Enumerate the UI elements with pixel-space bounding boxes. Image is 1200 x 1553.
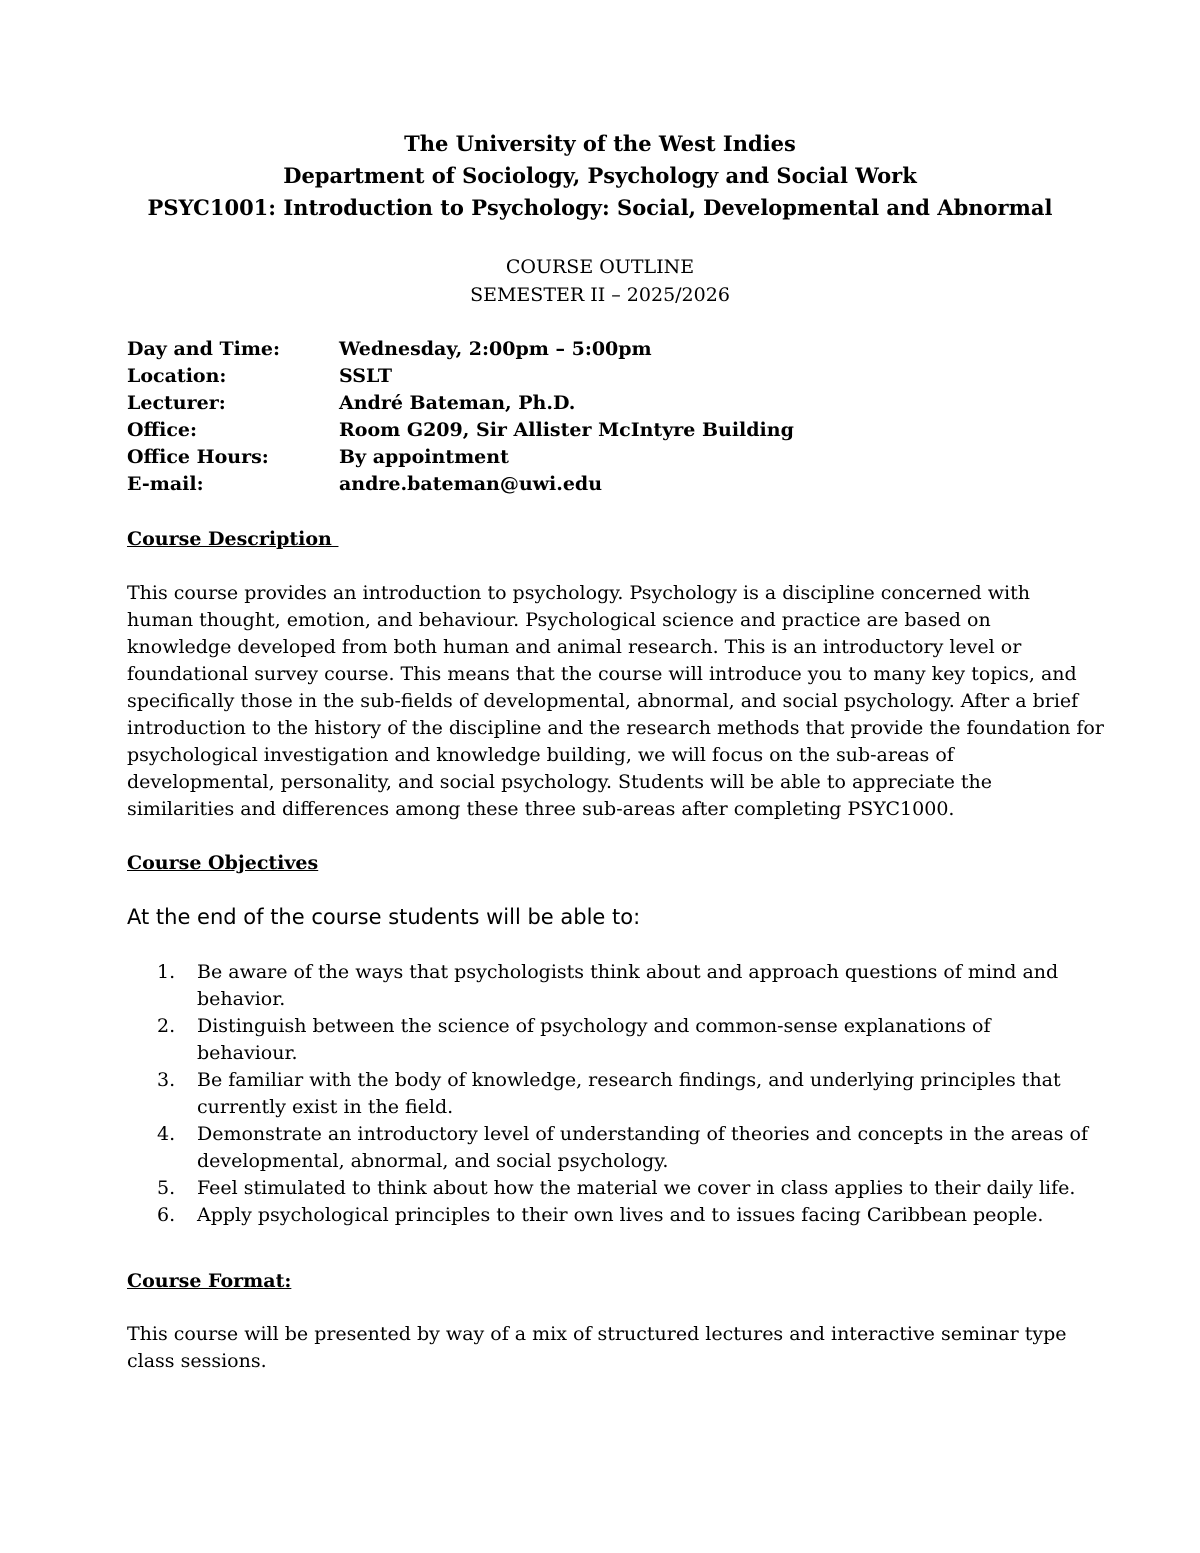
info-value: André Bateman, Ph.D. <box>339 392 576 414</box>
list-line: behavior. <box>197 988 286 1010</box>
info-row-office <box>127 417 794 444</box>
list-item <box>157 1175 1107 1202</box>
list-line: Be familiar with the body of knowledge, research findings, and underlying principles that <box>197 1069 1061 1091</box>
objectives-intro: At the end of the course students will be able to: <box>127 905 641 929</box>
course-objectives-heading: Course Objectives <box>127 852 319 874</box>
paragraph-line: similarities and differences among these three sub-areas after completing PSYC1000. <box>127 798 955 820</box>
list-line: Feel stimulated to think about how the material we cover in class applies to their daily life. <box>197 1177 1076 1199</box>
list-number: 1. <box>157 961 176 983</box>
paragraph-line: introduction to the history of the discipline and the research methods that provide the foundation for <box>127 717 1104 739</box>
list-number: 5. <box>157 1177 176 1199</box>
info-label: Location: <box>127 365 227 387</box>
paragraph-line: developmental, personality, and social psychology. Students will be able to appreciate the <box>127 771 993 793</box>
list-line: Demonstrate an introductory level of understanding of theories and concepts in the areas of <box>197 1123 1089 1145</box>
list-number: 2. <box>157 1015 176 1037</box>
department-name: Department of Sociology, Psychology and Social Work <box>283 163 917 188</box>
paragraph-line: knowledge developed from both human and animal research. This is an introductory level or <box>127 636 1022 658</box>
list-line: developmental, abnormal, and social psychology. <box>197 1150 669 1172</box>
info-label: Lecturer: <box>127 392 226 414</box>
paragraph-line: class sessions. <box>127 1350 267 1372</box>
list-item <box>157 1202 1107 1229</box>
info-value: Wednesday, 2:00pm – 5:00pm <box>339 338 652 360</box>
course-title: PSYC1001: Introduction to Psychology: Social, Developmental and Abnormal <box>147 195 1053 220</box>
university-name: The University of the West Indies <box>404 131 796 156</box>
course-description-heading: Course Description <box>127 528 339 550</box>
course-format-paragraph <box>127 1321 1077 1375</box>
paragraph-line: psychological investigation and knowledge building, we will focus on the sub-areas of <box>127 744 954 766</box>
list-item <box>157 1013 1107 1067</box>
paragraph-line: specifically those in the sub-fields of developmental, abnormal, and social psychology. After a brief <box>127 690 1079 712</box>
outline-block <box>0 253 1200 309</box>
paragraph-line: This course provides an introduction to psychology. Psychology is a discipline concerned with <box>127 582 1030 604</box>
course-description-paragraph <box>127 580 1104 823</box>
list-item <box>157 1121 1107 1175</box>
info-row-email <box>127 471 794 498</box>
list-line: Distinguish between the science of psychology and common-sense explanations of <box>197 1015 991 1037</box>
paragraph-line: human thought, emotion, and behaviour. Psychological science and practice are based on <box>127 609 991 631</box>
outline-title: COURSE OUTLINE <box>505 256 695 278</box>
list-number: 3. <box>157 1069 176 1091</box>
list-line: Be aware of the ways that psychologists think about and approach questions of mind and <box>197 961 1059 983</box>
list-text <box>197 1067 1107 1121</box>
info-row-location <box>127 363 794 390</box>
course-info-table <box>127 336 794 498</box>
paragraph-line: foundational survey course. This means that the course will introduce you to many key topics, and <box>127 663 1077 685</box>
list-number: 4. <box>157 1123 176 1145</box>
info-value: Room G209, Sir Allister McIntyre Building <box>339 419 794 441</box>
list-line: Apply psychological principles to their own lives and to issues facing Caribbean people. <box>197 1204 1044 1226</box>
info-row-lecturer <box>127 390 794 417</box>
info-label: Office: <box>127 419 198 441</box>
list-text <box>197 959 1107 1013</box>
list-line: behaviour. <box>197 1042 298 1064</box>
list-text <box>197 1202 1107 1229</box>
semester-label: SEMESTER II – 2025/2026 <box>470 284 730 306</box>
info-row-office-hours <box>127 444 794 471</box>
info-value: By appointment <box>339 446 509 468</box>
info-row-day-time <box>127 336 794 363</box>
list-text <box>197 1121 1107 1175</box>
list-item <box>157 1067 1107 1121</box>
list-text <box>197 1013 1107 1067</box>
objectives-list <box>157 959 1107 1229</box>
info-value: SSLT <box>339 365 392 387</box>
paragraph-line: This course will be presented by way of a mix of structured lectures and interactive seminar type <box>127 1323 1067 1345</box>
list-item <box>157 959 1107 1013</box>
info-label: E-mail: <box>127 473 204 495</box>
list-text <box>197 1175 1107 1202</box>
list-line: currently exist in the field. <box>197 1096 454 1118</box>
email-address[interactable]: andre.bateman@uwi.edu <box>339 473 603 495</box>
course-format-heading: Course Format: <box>127 1270 292 1292</box>
info-label: Office Hours: <box>127 446 269 468</box>
list-number: 6. <box>157 1204 176 1226</box>
info-label: Day and Time: <box>127 338 281 360</box>
document-header <box>0 128 1200 224</box>
